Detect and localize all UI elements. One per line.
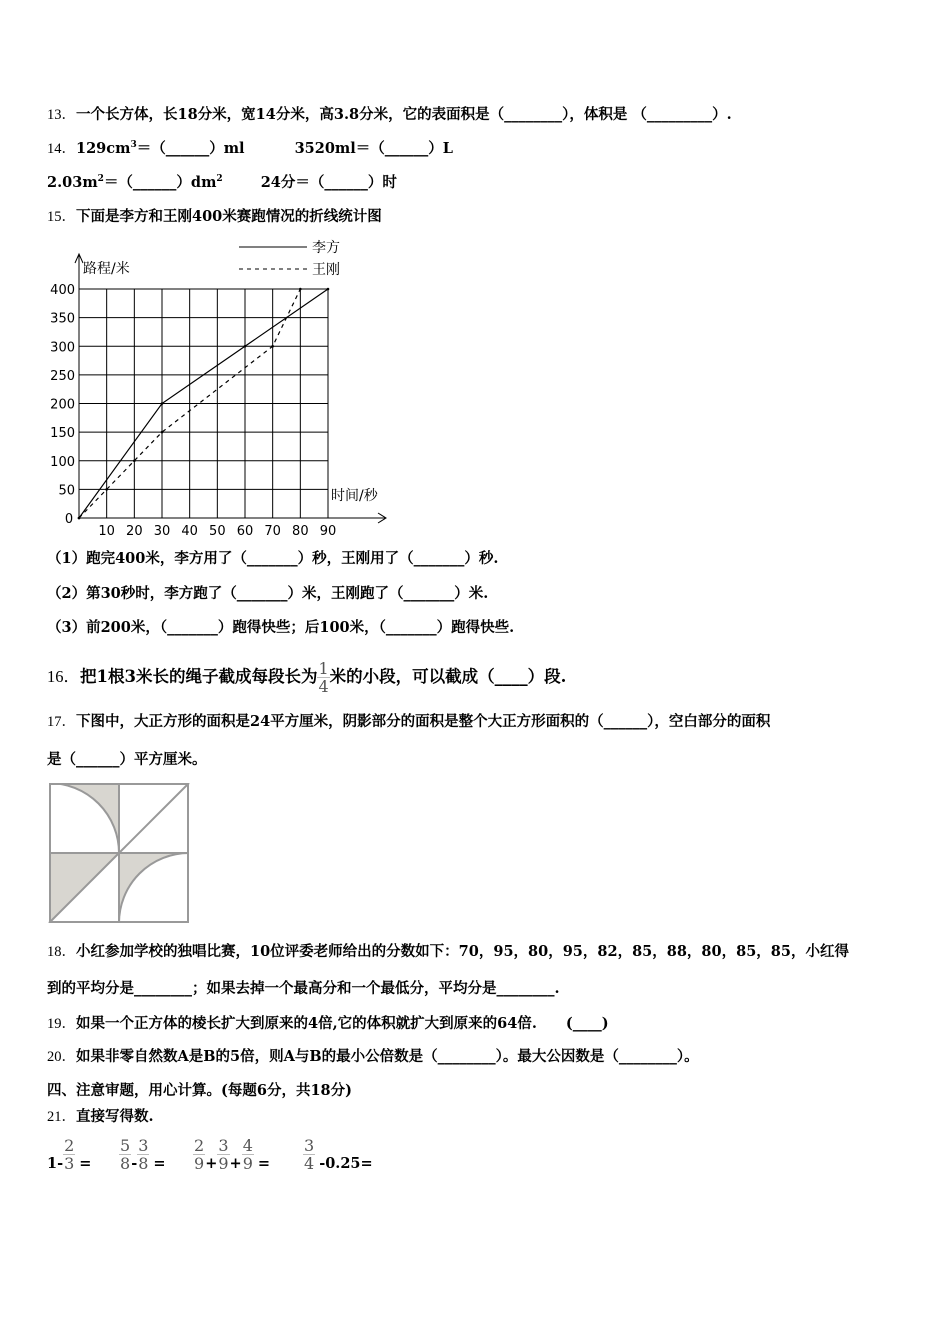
fraction <box>217 1137 229 1172</box>
q-number: 20． <box>47 1049 76 1065</box>
expr-2 <box>119 1137 193 1172</box>
q-text: 下面是李方和王刚400米赛跑情况的折线统计图 <box>76 208 382 225</box>
denominator: 3 <box>64 1154 75 1173</box>
numerator: 4 <box>242 1136 253 1155</box>
denominator: 8 <box>138 1154 149 1173</box>
x-tick-label: 80 <box>292 523 309 539</box>
x-tick-label: 70 <box>264 523 281 539</box>
question-18-line2: 到的平均分是________；如果去掉一个最高分和一个最低分，平均分是________. <box>47 980 560 997</box>
question-17-line2: 是（______）平方厘米。 <box>47 751 207 768</box>
q-text: 如果一个正方体的棱长扩大到原来的4倍,它的体积就扩大到原来的64倍. (____) <box>76 1015 609 1032</box>
y-tick-label: 50 <box>58 483 75 499</box>
fraction <box>119 1137 131 1172</box>
legend-label: 王刚 <box>312 262 340 278</box>
section-heading: 四、注意审题，用心计算。(每题6分，共18分) <box>47 1082 352 1099</box>
q-text: ＝（______）dm <box>103 174 217 191</box>
line-chart <box>0 0 950 560</box>
numerator: 3 <box>304 1136 315 1155</box>
calc-row <box>47 1137 373 1172</box>
text: = <box>153 1155 166 1172</box>
fraction <box>193 1137 205 1172</box>
fraction <box>63 1137 75 1172</box>
q-text: 如果非零自然数A是B的5倍，则A与B的最小公倍数是（________）。最大公因数是（________）。 <box>76 1048 699 1065</box>
q-text: 小红参加学校的独唱比赛，10位评委老师给出的分数如下：70，95，80，95，82，85，88，80，85，85，小红得 <box>76 943 849 960</box>
question-15-sub2: （2）第30秒时，李方跑了（_______）米，王刚跑了（_______）米. <box>47 585 489 602</box>
origin-label: 0 <box>64 512 74 527</box>
numerator: 2 <box>64 1136 75 1155</box>
question-18 <box>47 940 849 961</box>
q-text: 一个长方体，长18分米，宽14分米，高3.8分米，它的表面积是（________），体积是 （_________）. <box>76 106 732 123</box>
sup: 3 <box>130 140 137 151</box>
operator: + <box>205 1155 218 1172</box>
q-number: 16． <box>47 667 80 686</box>
q-number: 15． <box>47 209 76 225</box>
question-17 <box>47 710 770 731</box>
text: = <box>257 1155 271 1172</box>
q-number: 21． <box>47 1109 76 1125</box>
denominator: 9 <box>242 1154 253 1173</box>
q-text: 把1根3米长的绳子截成每段长为 <box>80 667 318 686</box>
denominator: 8 <box>120 1154 131 1173</box>
data-point <box>78 517 81 520</box>
y-tick-label: 200 <box>50 397 75 413</box>
q-text: ＝（______）ml <box>136 140 245 157</box>
x-tick-label: 20 <box>126 523 143 539</box>
denominator: 4 <box>304 1154 315 1173</box>
data-point <box>133 459 136 462</box>
denominator: 4 <box>318 677 329 696</box>
question-20 <box>47 1045 699 1066</box>
data-point <box>327 288 330 291</box>
sup: 2 <box>97 174 104 185</box>
y-tick-label: 350 <box>50 311 75 327</box>
text: -0.25= <box>319 1155 373 1172</box>
numerator: 1 <box>318 659 329 678</box>
numerator: 3 <box>218 1136 229 1155</box>
q-text: 3520ml＝（______）L <box>294 140 453 157</box>
legend-label: 李方 <box>312 240 340 256</box>
y-tick-label: 100 <box>50 454 75 470</box>
x-axis-label: 时间/秒 <box>331 488 378 504</box>
fraction <box>303 1137 315 1172</box>
x-tick-label: 10 <box>98 523 115 539</box>
x-tick-label: 90 <box>319 523 337 539</box>
text: 1- <box>47 1155 64 1172</box>
operator: - <box>131 1155 138 1172</box>
denominator: 9 <box>194 1154 205 1173</box>
question-21 <box>47 1105 154 1126</box>
y-tick-label: 150 <box>50 426 75 442</box>
x-tick-label: 40 <box>181 523 198 539</box>
question-16 <box>47 660 566 695</box>
y-tick-label: 300 <box>50 340 75 356</box>
sup: 2 <box>216 174 223 185</box>
data-point <box>161 431 164 434</box>
data-point <box>271 345 274 348</box>
y-tick-label: 400 <box>50 283 75 298</box>
q-text: 下图中，大正方形的面积是24平方厘米，阴影部分的面积是整个大正方形面积的（______），空白部分的面积 <box>76 713 771 730</box>
fraction <box>137 1137 149 1172</box>
denominator: 9 <box>218 1154 229 1173</box>
expr-3 <box>193 1137 303 1172</box>
question-15-sub3: （3）前200米，（_______）跑得快些；后100米，（_______）跑得快些. <box>47 619 515 636</box>
operator: + <box>229 1155 242 1172</box>
q-text: 24分＝（______）时 <box>260 174 397 191</box>
q-number: 14． <box>47 141 76 157</box>
q-text: 129cm <box>76 140 131 157</box>
y-axis-label: 路程/米 <box>83 261 130 277</box>
data-point <box>161 402 164 405</box>
text: = <box>79 1155 92 1172</box>
numerator: 3 <box>138 1136 149 1155</box>
q-text: 2.03m <box>47 174 98 191</box>
numerator: 5 <box>120 1136 131 1155</box>
data-point <box>244 345 247 348</box>
square-figure <box>48 783 190 923</box>
fraction <box>317 660 329 695</box>
question-19 <box>47 1012 609 1033</box>
question-15-sub1: （1）跑完400米，李方用了（_______）秒，王刚用了（_______）秒. <box>47 550 499 567</box>
x-tick-label: 50 <box>209 523 226 539</box>
expr-1 <box>47 1137 119 1172</box>
q-number: 13． <box>47 107 76 123</box>
x-tick-label: 30 <box>153 523 171 539</box>
q-number: 19． <box>47 1016 76 1032</box>
data-point <box>105 488 108 491</box>
q-number: 18． <box>47 944 76 960</box>
q-text: 米的小段，可以截成（____）段. <box>329 667 567 686</box>
data-point <box>299 288 302 291</box>
x-tick-label: 60 <box>236 523 254 539</box>
y-tick-label: 250 <box>50 368 75 384</box>
q-text: 直接写得数. <box>76 1108 154 1125</box>
q-number: 17． <box>47 714 76 730</box>
fraction <box>242 1137 254 1172</box>
numerator: 2 <box>194 1136 205 1155</box>
expr-4 <box>303 1137 373 1172</box>
